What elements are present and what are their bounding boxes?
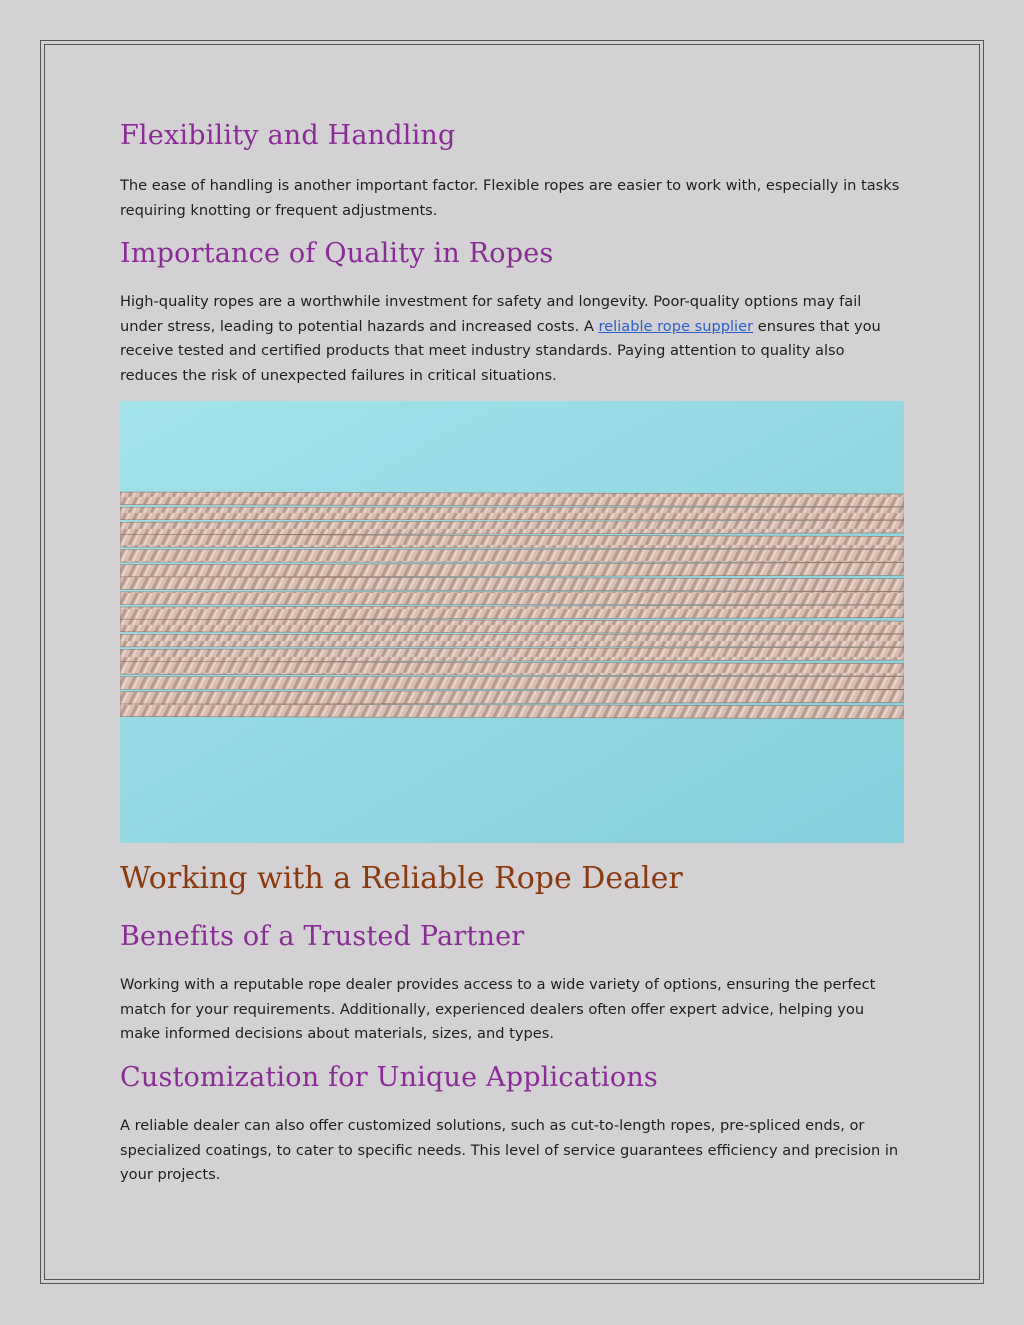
rope-strand: [120, 605, 904, 620]
rope-strand: [120, 577, 904, 592]
rope-strand: [120, 647, 904, 662]
rope-strand: [120, 704, 904, 719]
paragraph-quality-text-end: ensures that you receive tested and certified products that meet industry standards. Paying attention to quality also reduces the risk of unexpected failures in critical situations.: [120, 317, 881, 384]
heading-quality: Importance of Quality in Ropes: [120, 238, 554, 269]
rope-strand: [120, 534, 904, 549]
rope-strand: [120, 592, 904, 605]
paragraph-quality-text-start: High-quality ropes are a worthwhile investment for safety and longevity. Poor-quality options may fail under stress, leading to potential hazards and increased costs. A: [120, 293, 862, 335]
paragraph-quality: [120, 290, 905, 388]
heading-customization: Customization for Unique Applications: [120, 1062, 658, 1093]
heading-partner: Benefits of a Trusted Partner: [120, 921, 525, 952]
rope-strand: [120, 619, 904, 634]
rope-strand: [120, 677, 904, 690]
heading-dealer: Working with a Reliable Rope Dealer: [120, 861, 683, 896]
paragraph-customization: A reliable dealer can also offer customized solutions, such as cut-to-length ropes, pre-spliced ends, or specialized coatings, to cater to specific needs. This level of service guarantees efficiency and precision in your projects.: [120, 1117, 899, 1183]
rope-strand: [120, 492, 904, 507]
rope-strand: [120, 662, 904, 677]
rope-strand: [120, 563, 904, 578]
rope-strand: [120, 507, 904, 520]
rope-strand: [120, 634, 904, 647]
rope-photo-image: [120, 401, 904, 843]
heading-flexibility: Flexibility and Handling: [120, 120, 456, 151]
rope-photo: [120, 401, 904, 843]
paragraph-flexibility: The ease of handling is another important factor. Flexible ropes are easier to work with, especially in tasks requiring knotting or frequent adjustments.: [120, 177, 900, 219]
reliable-rope-supplier-link[interactable]: reliable rope supplier: [598, 317, 754, 335]
rope-strand: [120, 520, 904, 535]
paragraph-partner: Working with a reputable rope dealer provides access to a wide variety of options, ensuring the perfect match for your requirements. Additionally, experienced dealers often offer expert advice, helping you make informed decisions about materials, sizes, and types.: [120, 976, 876, 1042]
rope-strand: [120, 550, 904, 563]
rope-strand: [120, 690, 904, 705]
